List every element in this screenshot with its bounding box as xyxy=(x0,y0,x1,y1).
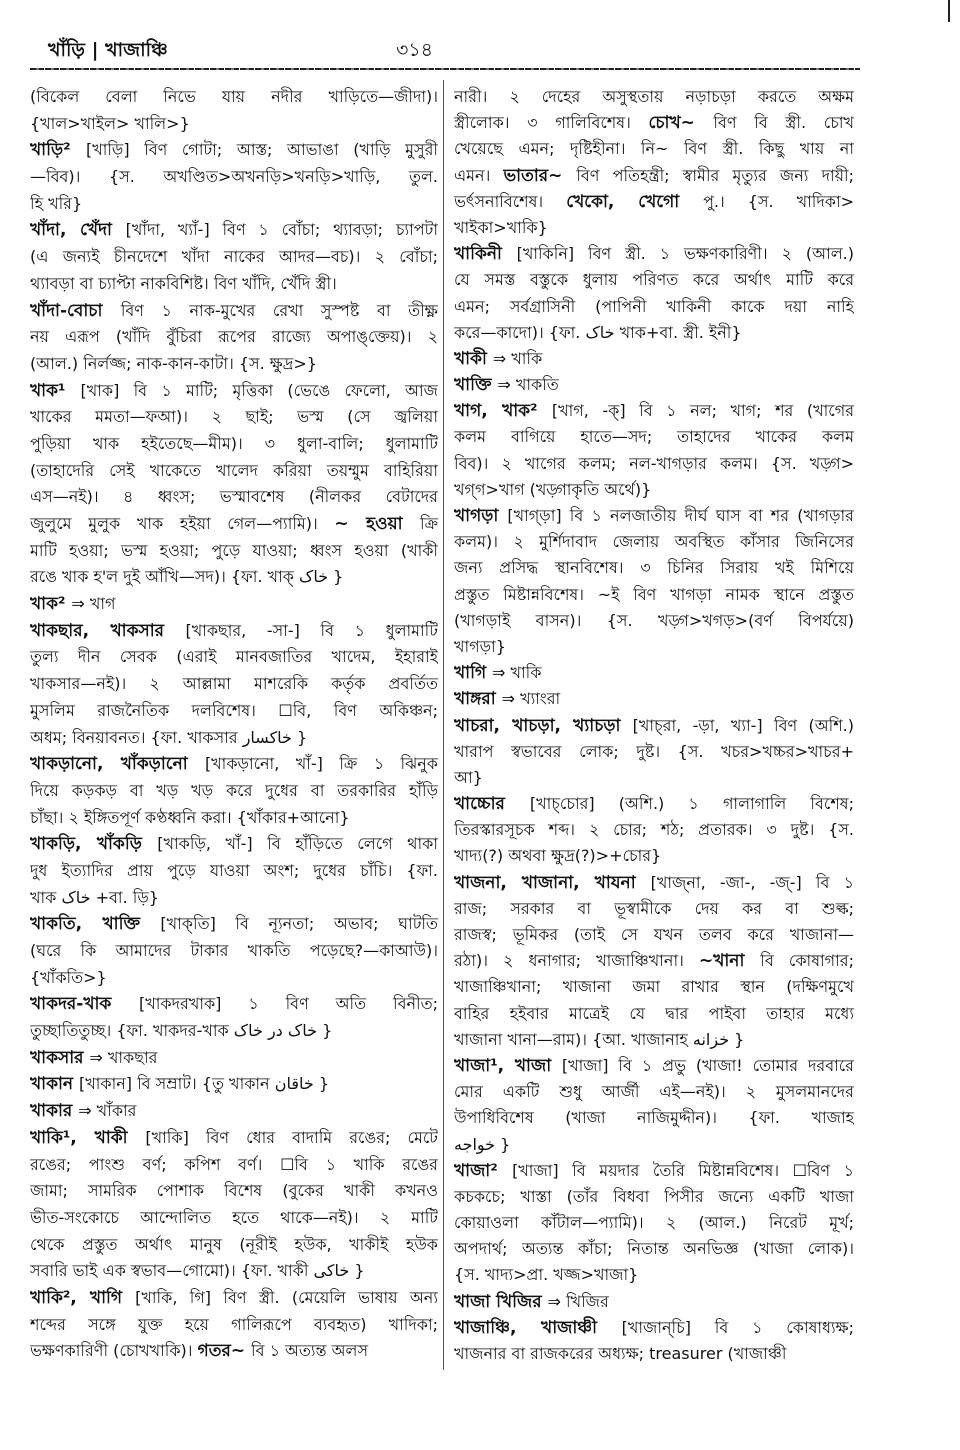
text-line xyxy=(30,831,438,858)
headword: খাজা² xyxy=(454,1160,513,1181)
definition-text: নয় এরূপ (খাঁদি বুঁচিরা রূপের রাজ্যে অপাঙ্‌ক্তেয়)। ২ xyxy=(30,327,438,347)
definition-text: খেয়েছে এমন; দৃষ্টিহীনা। নি~ বিণ স্ত্রী. কিছু খায় না xyxy=(454,139,854,159)
definition-text: (তাহাদেরি সেই খাকেতে খালেদ করিয়া তয়ম্মুম বাহিরিয়া xyxy=(30,460,438,480)
definition-text: কলম বাগিয়ে হাতে—সদ; তাহাদের খাকের কলম xyxy=(454,427,854,447)
definition-text: থ্যাবড়া বা চ্যাপ্টা নাকবিশিষ্ট। বিণ খাঁদি, খেঁদি স্ত্রী। xyxy=(30,273,337,293)
definition-text: ⇒ খ্যাংরা xyxy=(501,689,561,709)
definition-text: {খাঁকতি>} xyxy=(30,967,107,987)
definition-text: খাজনার বা রাজকরের অধ্যক্ষ; treasurer (খাজাঞ্চী xyxy=(454,1344,787,1363)
headword: খাকিনী xyxy=(454,244,517,265)
headword: খাকতি, খাক্তি xyxy=(30,914,161,935)
text-line xyxy=(454,110,854,136)
text-line xyxy=(454,1132,854,1158)
text-line xyxy=(454,608,854,634)
text-line xyxy=(454,713,854,739)
text-line xyxy=(454,765,854,791)
text-line xyxy=(454,1001,854,1027)
text-line xyxy=(454,1053,854,1079)
text-line xyxy=(454,424,854,450)
text-line xyxy=(454,451,854,477)
definition-text: ক্রি xyxy=(420,514,438,533)
text-line xyxy=(30,1178,438,1205)
text-line xyxy=(30,137,438,164)
text-line xyxy=(30,751,438,778)
headword: খাজনা, খাজানা, খাযনা xyxy=(454,872,651,893)
definition-text: বি ১ অত্যন্ত অলস xyxy=(251,1341,369,1361)
definition-text: খাজাঞ্চিখানা; খাজানা জমা রাখার স্থান (দক্ষিণমুখে xyxy=(454,977,854,997)
headword: খাঙ্গরা xyxy=(454,689,502,710)
text-line xyxy=(30,644,438,671)
text-line xyxy=(30,458,438,485)
headword: খাজা¹, খাজা xyxy=(454,1055,562,1076)
text-line xyxy=(454,843,854,869)
definition-text: রাজ; সরকার বা ভূস্বামীকে দেয় কর বা শুল্ক; xyxy=(454,898,854,918)
definition-text: [খাকড়ানো, খাঁ-] ক্রি ১ ঝিনুক xyxy=(204,754,438,774)
text-line xyxy=(30,564,438,591)
definition-text: ⇒ খিজির xyxy=(547,1291,609,1311)
headword: খাঁদা, খেঁদা xyxy=(30,220,126,241)
definition-text: খাকসার—নই)। ২ আল্লামা মাশরেকি কর্তৃক প্রবর্তিত xyxy=(30,674,438,694)
definition-text: দুধ ইত্যাদির প্রায় পুড়ে যাওয়া অংশ; দুধের চাঁচি। {ফা. xyxy=(30,860,438,880)
definition-text: দিয়ে কড়কড় বা খড় খড় করে দুধের বা তরকারির হাঁড়ি xyxy=(30,780,438,800)
definition-text: (এ জন্যই চীনদেশে খাঁদা নাকের আদর—বচ)। ২ বোঁচা; xyxy=(30,247,438,267)
text-line xyxy=(454,163,854,189)
definition-text: [খাজান্‌চি] বি ১ কোষাধ্যক্ষ; xyxy=(621,1317,854,1337)
definition-text: করে—কাদো)। {ফা. خاک খাক+বা. স্ত্রী. ইনী} xyxy=(454,322,742,342)
text-line xyxy=(30,965,438,992)
text-line xyxy=(30,484,438,511)
text-line xyxy=(30,378,438,405)
text-line xyxy=(30,298,438,325)
text-line xyxy=(30,1018,438,1045)
definition-text: স্ত্রীলোক। ৩ গালিবিশেষ। xyxy=(454,113,649,133)
definition-text: [খাচ্‌চোর] (অশি.) ১ গালাগালি বিশেষ; xyxy=(529,794,854,814)
definition-text: ভর্ৎসনাবিশেষ। xyxy=(454,191,567,211)
definition-text: রঙে খাক হ'ল দুই আঁখি—সদ)। {ফা. খাক্‌ خاک } xyxy=(30,567,344,587)
headword: খাক² xyxy=(30,594,72,615)
text-line xyxy=(30,164,438,191)
definition-text: —বিব)। {স. অখণ্ডিত>অখনড়ি>খনড়ি>খাড়ি, তুল. xyxy=(30,167,438,187)
headword: খাঁদা-বোচা xyxy=(30,300,121,321)
definition-text: বাহির হইবার মাত্রেই যে দ্বার পাইবা তাহার মধ্যে xyxy=(454,1003,854,1023)
text-line xyxy=(30,1045,438,1072)
text-line xyxy=(454,948,854,974)
text-line xyxy=(30,1125,438,1152)
text-line xyxy=(30,938,438,965)
definition-text: [খাঁদা, খ্যাঁ-] বিণ ১ বোঁচা; থ্যাবড়া; চ্যাপটা xyxy=(125,220,438,240)
text-line xyxy=(454,1341,854,1367)
definition-text: (ঘরে কি আমাদের টাকার খাকতি পড়েছে?—কাআউ)। xyxy=(30,941,438,960)
text-line xyxy=(30,84,438,111)
headword: খাকসার xyxy=(30,1047,90,1068)
text-line xyxy=(454,922,854,948)
text-line xyxy=(454,817,854,843)
left-column xyxy=(30,84,438,1365)
definition-text: [খাক] বি ১ মাটি; মৃত্তিকা (ভেঙে ফেলো, আজ xyxy=(80,380,438,400)
definition-text: মাটি হওয়া; ভস্ম হওয়া; পুড়ে যাওয়া; ধ্বংস হওয়া (খাকী xyxy=(30,540,438,560)
text-line xyxy=(454,398,854,424)
definition-text: খাদ্য(?) অথবা ক্ষুদ্র(?)>+চোর} xyxy=(454,846,662,866)
definition-text: [খাকান] বি সম্রাট। {তু খাকান خاقان } xyxy=(78,1074,329,1094)
text-line xyxy=(454,346,854,372)
definition-text: রঙের; পাংশু বর্ণ; কপিশ বর্ণ। ☐বি ১ খাকি রঙের xyxy=(30,1154,438,1174)
definition-text: প্রস্তুত মিষ্টান্নবিশেষ। ~ই বিণ খাগড়া নামক স্থানে প্রস্তুত xyxy=(454,584,854,604)
definition-text: অপদার্থ; অত্যন্ত কাঁচা; নিতান্ত অনভিজ্ঞ (খাজা লোক)। xyxy=(454,1239,854,1259)
text-line xyxy=(30,1258,438,1285)
definition-text: খগ্‌গ>খাগ (খড়্গাকৃতি অর্থে)} xyxy=(454,479,652,499)
text-line xyxy=(30,1285,438,1312)
headword: খাকড়ানো, খাঁকড়ানো xyxy=(30,754,205,775)
text-line xyxy=(30,217,438,244)
guide-words: খাঁড়ি | খাজাঞ্চি xyxy=(48,39,168,61)
definition-text: (আল.) নির্লজ্জ; নাক-কান-কাটা। {স. ক্ষুদ্র>} xyxy=(30,353,317,373)
definition-text: ⇒ খাকি xyxy=(492,663,542,683)
definition-text: [খাগ্‌ড়া] বি ১ নলজাতীয় দীর্ঘ ঘাস বা শর (খাগড়ার xyxy=(507,506,854,525)
definition-text: থেকে প্রস্তুত অর্থাৎ মানুষ (নূরীই হউক, খাকীই হউক xyxy=(30,1234,438,1254)
column-divider xyxy=(443,80,444,1370)
definition-text: ভীত-সংকোচে আন্দোলিত হতে থাকে—নই)। ২ মাটি xyxy=(30,1207,438,1227)
text-line xyxy=(30,725,438,752)
text-line xyxy=(454,1184,854,1210)
text-line xyxy=(30,671,438,698)
text-line xyxy=(454,529,854,555)
text-line xyxy=(30,1205,438,1232)
headword: ~খানা xyxy=(698,951,761,972)
definition-text: খাইকা>খাকি} xyxy=(454,217,548,237)
text-line xyxy=(30,698,438,725)
definition-text: এস—নই)। ৪ ধ্বংস; ভস্মাবশেষ (নীলকর বেটাদের xyxy=(30,487,438,507)
definition-text: {খাল>খাইল> খালি>} xyxy=(30,113,190,133)
text-line xyxy=(30,324,438,351)
headword: খাকছার, খাকসার xyxy=(30,620,186,641)
text-line xyxy=(30,911,438,938)
right-column xyxy=(454,84,854,1367)
header-rule xyxy=(30,68,860,70)
definition-text: বিণ পতিহন্ত্রী; স্বামীর মৃত্যুর জন্য দায়ী; xyxy=(576,165,854,185)
definition-text: [খাকি] বিণ ধোর বাদামি রঙের; মেটে xyxy=(145,1127,438,1147)
definition-text: তুল্য দীন সেবক (এরাই মানবজাতির খাদেম, ইহারাই xyxy=(30,647,438,667)
text-line xyxy=(30,1152,438,1179)
headword: খাকদর-খাক xyxy=(30,994,140,1015)
headword: খাকান xyxy=(30,1074,79,1095)
headword: খেকো, খেগো xyxy=(566,191,704,212)
headword: গতর~ xyxy=(197,1341,252,1362)
text-line xyxy=(454,791,854,817)
text-line xyxy=(30,191,438,218)
headword: খাকী xyxy=(454,348,493,369)
text-line xyxy=(30,778,438,805)
text-line xyxy=(30,351,438,378)
definition-text: [খাগ, -ক্] বি ১ নল; খাগ; শর (খাগের xyxy=(551,401,854,421)
definition-text: খাক خاک +বা. ড়ি} xyxy=(30,887,159,907)
definition-text: কলম)। ২ মুর্শিদাবাদ জেলায় অবস্থিত কাঁসার জিনিসের xyxy=(454,532,854,552)
definition-text: পু.। {স. খাদিকা> xyxy=(703,191,854,211)
text-line xyxy=(454,896,854,922)
text-line xyxy=(454,215,854,241)
definition-text: [খাকছার, -সা-] বি ১ ধুলামাটি xyxy=(185,620,438,640)
headword: খাকি¹, খাকী xyxy=(30,1127,146,1148)
text-line xyxy=(454,1027,854,1053)
definition-text: উপাধিবিশেষ (খাজা নাজিমুদ্দীন)। {ফা. খাজাহ xyxy=(454,1108,854,1128)
definition-text: বিণ ১ নাক-মুখের রেখা সুস্পষ্ট বা তীক্ষ্ণ xyxy=(120,300,438,320)
text-line xyxy=(454,477,854,503)
headword: খাজা খিজির xyxy=(454,1291,548,1312)
definition-text: জন্য প্রসিদ্ধ স্থানবিশেষ। ৩ চিনির সিরায় খই মিশিয়ে xyxy=(454,558,854,578)
text-line xyxy=(454,320,854,346)
definition-text: [খাড়ি] বিণ গোটা; আস্ত; আভাঙা (খাড়ি মুসুরী xyxy=(85,140,438,160)
text-line xyxy=(454,241,854,267)
definition-text: যে সমস্ত বস্তুকে ধুলায় পরিণত করে অর্থাৎ মাটি করে xyxy=(454,270,854,290)
scan-edge-mark xyxy=(948,0,950,22)
text-line xyxy=(454,1158,854,1184)
text-line xyxy=(454,503,854,529)
definition-text: ⇒ খাকি xyxy=(492,348,543,368)
definition-text: মুসলিম রাজনৈতিক দলবিশেষ। ☐বি, বিণ অকিঞ্চন; xyxy=(30,700,438,720)
definition-text: মোর একটি শুধু আর্জী এই—নই)। ২ মুসলমানদের xyxy=(454,1082,854,1102)
text-line xyxy=(454,974,854,1000)
definition-text: রঠা)। ২ ধনাগার; খাজাঞ্চিখানা। xyxy=(454,951,699,971)
definition-text: [খাক্‌তি] বি ন্যূনতা; অভাব; ঘাটতি xyxy=(160,914,438,934)
definition-text: খাজানা খানা—রাম)। {আ. খাজানাহ خزانه } xyxy=(454,1029,745,1049)
text-line xyxy=(30,404,438,431)
definition-text: খারাপ স্বভাবের লোক; দুষ্ট। {স. খচর>খচ্চর>খাচর+ xyxy=(454,741,854,761)
headword: খাড়ি² xyxy=(30,140,86,161)
text-line xyxy=(454,267,854,293)
definition-text: কোয়াওলা কাঁটাল—প্যামি)। ২ (আল.) নিরেট মূর্খ; xyxy=(454,1213,854,1233)
definition-text: অধম; বিনয়াবনত। {ফা. খাকসার خاکسار } xyxy=(30,727,308,747)
headword: ~ হওয়া xyxy=(334,514,421,534)
definition-text: বি কোষাগার; xyxy=(760,951,854,971)
definition-text: خواجه } xyxy=(454,1134,511,1154)
definition-text: জামা; সামরিক পোশাক বিশেষ (বুকের খাকী কখনও xyxy=(30,1181,438,1201)
definition-text: [খাজা] বি ময়দার তৈরি মিষ্টান্নবিশেষ। ☐বিণ ১ xyxy=(512,1160,854,1180)
definition-text: শব্দের সঙ্গে যুক্ত হয়ে গালিরূপে ব্যবহৃত) খাদিকা; xyxy=(30,1314,438,1334)
text-line xyxy=(454,582,854,608)
text-line xyxy=(30,1071,438,1098)
headword: খাগি xyxy=(454,663,493,684)
text-line xyxy=(454,686,854,712)
definition-text: নারী। ২ দেহের অসুস্থতায় নড়াচড়া করতে অক্ষম xyxy=(454,87,854,106)
text-line xyxy=(30,805,438,832)
headword: খাকার xyxy=(30,1101,79,1122)
definition-text: আ} xyxy=(454,767,483,787)
text-line xyxy=(30,244,438,271)
definition-text: (খাগড়াই বাসন)। {স. খড়্গ>খগড়>(বর্ণ বিপর্যয়ে) xyxy=(454,610,854,630)
text-line xyxy=(30,111,438,138)
text-line xyxy=(30,858,438,885)
definition-text: ⇒ খাকতি xyxy=(497,375,559,395)
definition-text: চাঁছা। ২ ইঙ্গিতপূর্ণ কণ্ঠধ্বনি করা। {খাঁকার+আনো} xyxy=(30,807,350,827)
text-line xyxy=(30,591,438,618)
definition-text: [খাজা] বি ১ প্রভু (খাজা! তোমার দরবারে xyxy=(561,1055,854,1075)
text-line xyxy=(454,1262,854,1288)
definition-text: বিব)। ২ খাগের কলম; নল-খাগড়ার কলম। {স. খড়্গ> xyxy=(454,453,854,473)
definition-text: বিণ বি স্ত্রী. চোখ xyxy=(713,113,854,133)
definition-text: ⇒ খাকছার xyxy=(89,1047,158,1067)
definition-text: (বিকেল বেলা নিভে যায় নদীর খাড়িতে—জীদা)। xyxy=(30,87,438,106)
headword: খাগ, খাক² xyxy=(454,401,552,422)
definition-text: ⇒ খাঁকার xyxy=(78,1101,137,1121)
text-line xyxy=(454,739,854,765)
text-line xyxy=(30,1312,438,1339)
text-line xyxy=(30,511,438,538)
headword: খাচ্চোর xyxy=(454,794,530,815)
text-line xyxy=(454,1105,854,1131)
definition-text: জুলুমে মুলুক খাক হইয়া গেল—প্যামি)। xyxy=(30,514,335,533)
definition-text: তুচ্ছাতিতুচ্ছ। {ফা. খাকদর-খাক خاک در خاک } xyxy=(30,1021,333,1041)
definition-text: খাগড়া} xyxy=(454,636,506,656)
definition-text: [খাচ্‌রা, -ড়া, খ্যা-] বিণ (অশি.) xyxy=(632,715,854,735)
text-line xyxy=(454,372,854,398)
definition-text: খাকের মমতা—ফআ)। ২ ছাই; ভস্ম (সে জ্বলিয়া xyxy=(30,407,438,427)
definition-text: পুড়িয়া খাক হইতেছে—মীম)। ৩ ধুলা-বালি; ধুলামাটি xyxy=(30,433,438,453)
definition-text: হি খরি} xyxy=(30,193,83,213)
text-line xyxy=(454,1315,854,1341)
text-line xyxy=(454,136,854,162)
text-line xyxy=(30,1338,438,1365)
definition-text: রাজস্ব; ভূমিকর (তাই সে যখন তলব করে খাজানা— xyxy=(454,925,854,944)
text-line xyxy=(454,294,854,320)
text-line xyxy=(30,1098,438,1125)
text-line xyxy=(30,885,438,912)
headword: খাক¹ xyxy=(30,380,81,401)
text-line xyxy=(454,1236,854,1262)
text-line xyxy=(454,870,854,896)
definition-text: [খাকিনি] বিণ স্ত্রী. ১ ভক্ষণকারিণী। ২ (আল.) xyxy=(516,244,854,264)
definition-text: সবারি ভাই এক স্বভাব—গোমো)। {ফা. খাকী خاکی } xyxy=(30,1261,365,1281)
headword: খাকি², খাগি xyxy=(30,1287,136,1308)
text-line xyxy=(454,1210,854,1236)
text-line xyxy=(30,538,438,565)
page-number: ৩১৪ xyxy=(396,39,434,61)
headword: চোখ~ xyxy=(648,113,714,134)
definition-text: [খাকড়ি, খাঁ-] বি হাঁড়িতে লেগে থাকা xyxy=(157,834,438,854)
definition-text: ভক্ষণকারিণী (চোখখাকি)। xyxy=(30,1341,198,1361)
text-line xyxy=(30,991,438,1018)
headword: খাকড়ি, খাঁকড়ি xyxy=(30,834,158,855)
definition-text: [খাকদরখাক] ১ বিণ অতি বিনীত; xyxy=(139,994,438,1014)
headword: খাগড়া xyxy=(454,506,508,526)
text-line xyxy=(454,1289,854,1315)
text-line xyxy=(30,431,438,458)
text-line xyxy=(454,1079,854,1105)
definition-text: ⇒ খাগ xyxy=(71,594,116,614)
definition-text: [খাজ্‌না, -জা-, -জ্‌-] বি ১ xyxy=(650,872,854,892)
definition-text: [খাকি, গি] বিণ স্ত্রী. (মেয়েলি ভাষায় অন্য xyxy=(135,1287,438,1307)
definition-text: এমন। xyxy=(454,165,504,185)
headword: খাজাঞ্চি, খাজাঞ্চী xyxy=(454,1317,622,1338)
definition-text: এমন; সর্বগ্রাসিনী (পাপিনী খাকিনী কাকে দয়া নাহি xyxy=(454,296,854,316)
text-line xyxy=(454,660,854,686)
headword: খাচরা, খাচড়া, খ্যাচড়া xyxy=(454,715,633,736)
definition-text: {স. খাদ্য>প্রা. খজ্জ>খাজা} xyxy=(454,1265,639,1285)
text-line xyxy=(30,618,438,645)
headword: ভাতার~ xyxy=(503,165,577,186)
text-line xyxy=(454,189,854,215)
text-line xyxy=(454,555,854,581)
text-line xyxy=(30,271,438,298)
definition-text: কচকচে; খাস্তা (তাঁর বিধবা পিসীর জন্যে একটি খাজা xyxy=(454,1186,854,1206)
text-line xyxy=(30,1232,438,1259)
headword: খাক্তি xyxy=(454,375,498,396)
text-line xyxy=(454,84,854,110)
text-line xyxy=(454,634,854,660)
definition-text: তিরস্কারসূচক শব্দ। ২ চোর; শঠ; প্রতারক। ৩ দুষ্ট। {স. xyxy=(454,820,854,840)
